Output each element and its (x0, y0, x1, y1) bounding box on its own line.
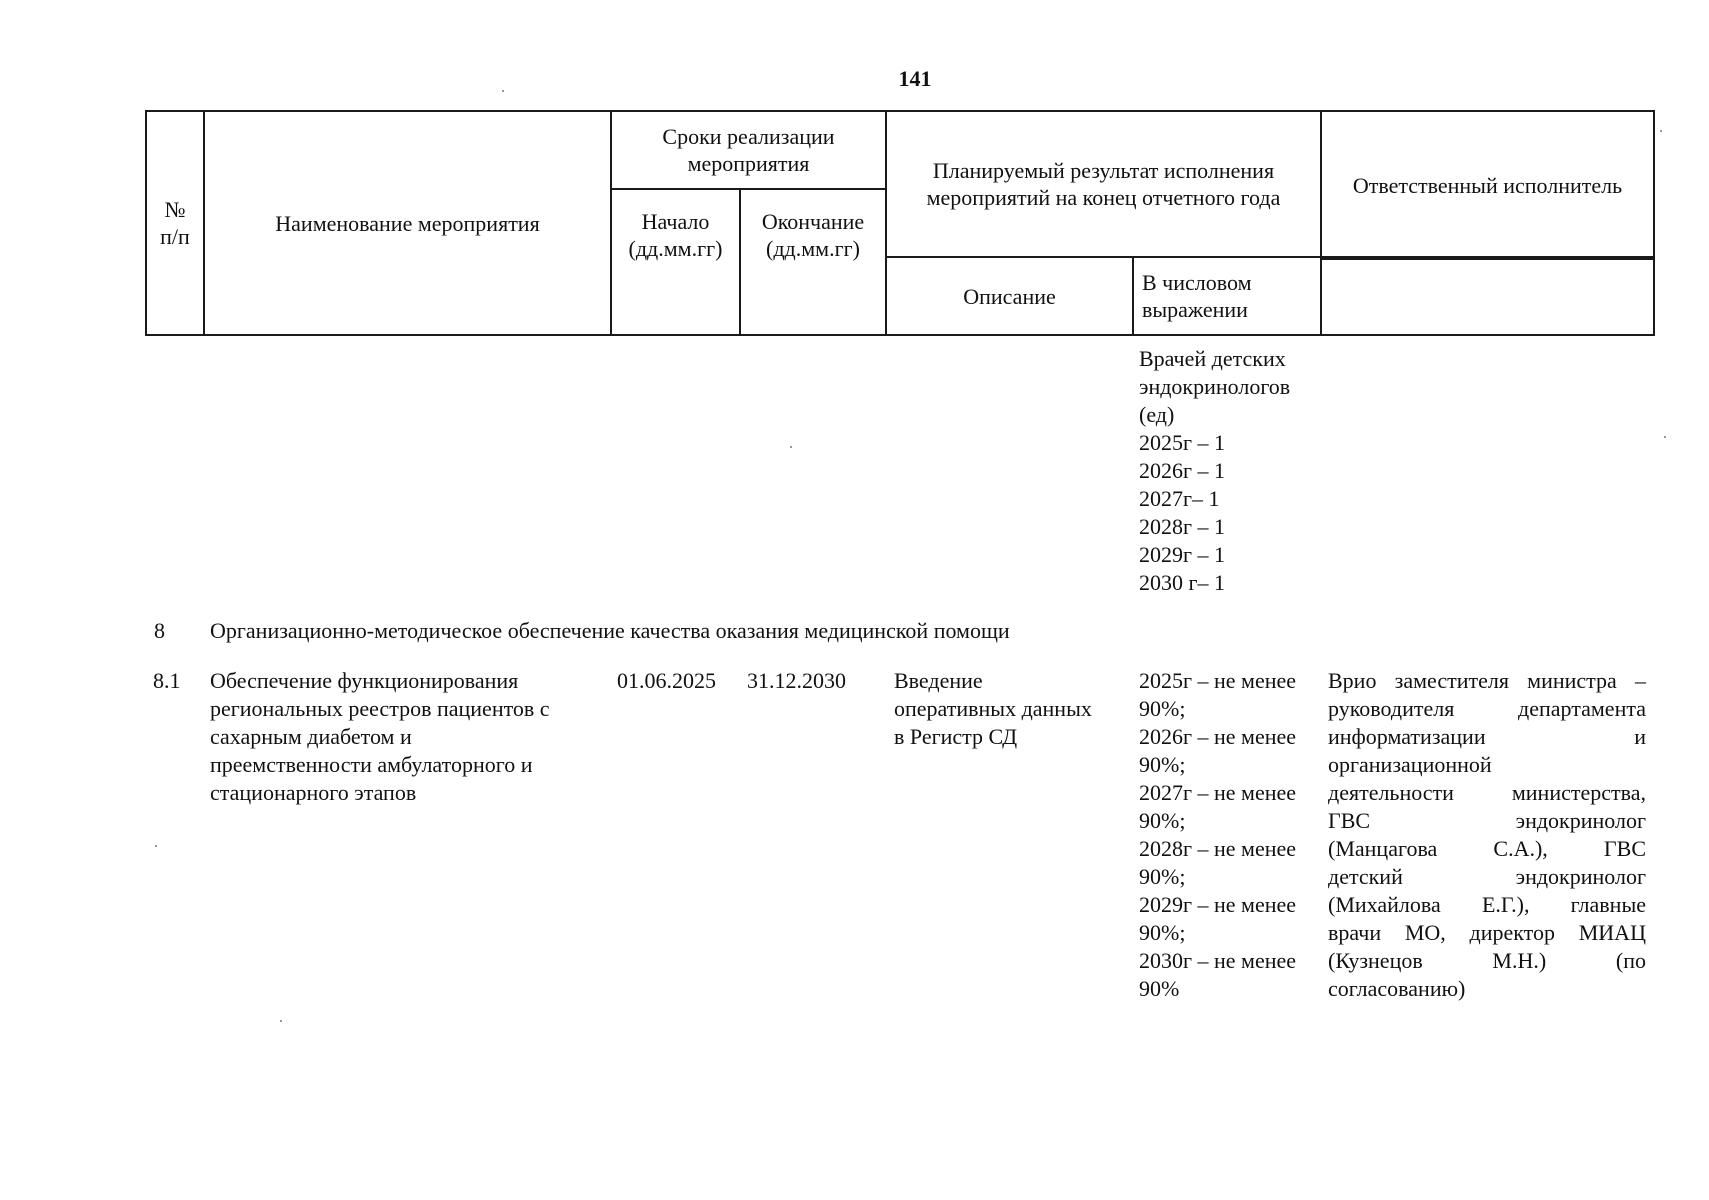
header-col-name: Наименование мероприятия (275, 210, 540, 236)
item-responsible: Врио заместителя министра – руководителя департамента информатизации и организационной деятельности министерства, ГВС эндокринолог (Манцагова С.А.), ГВС детский эндокринолог (Михайлова Е.Г.), главные врачи МО, директор МИАЦ (Кузнецов М.Н.) (по согласованию) (1328, 668, 1646, 1001)
item-number: 8.1 (153, 668, 181, 693)
header-col-period: Сроки реализации мероприятия (662, 124, 835, 176)
item-start-date: 01.06.2025 (617, 668, 716, 693)
item-numeric-values: 2025г – не менее 90%; 2026г – не менее 90%; 2027г – не менее 90%; 2028г – не менее 90%; 2029г – не менее 90%; 2030г – не менее 90% (1139, 668, 1297, 1001)
header-col-numeric: В числовом выражении (1142, 270, 1252, 322)
header-col-responsible: Ответственный исполнитель (1352, 172, 1623, 198)
section-title: Организационно-методическое обеспечение качества оказания медицинской помощи (210, 618, 1010, 643)
header-col-end: Окончание (дд.мм.гг) (761, 209, 865, 261)
item-description: Введение оперативных данных в Регистр СД (894, 668, 1092, 749)
table-header (145, 110, 1655, 336)
continuation-numeric-cell: Врачей детских эндокринологов (ед) 2025г – 1 2026г – 1 2027г– 1 2028г – 1 2029г – 1 2030 г– 1 (1139, 346, 1291, 595)
header-col-number: № п/п (160, 197, 190, 249)
item-name: Обеспечение функционирования региональных реестров пациентов с сахарным диабетом и преемственности амбулаторного и стационарного этапов (210, 668, 550, 805)
item-end-date: 31.12.2030 (747, 668, 846, 693)
header-col-result: Планируемый результат исполнения мероприятий на конец отчетного года (926, 158, 1281, 210)
header-col-start: Начало (дд.мм.гг) (628, 209, 723, 261)
section-number: 8 (154, 618, 165, 643)
header-col-description: Описание (963, 283, 1056, 309)
page-number: 141 (898, 66, 932, 91)
